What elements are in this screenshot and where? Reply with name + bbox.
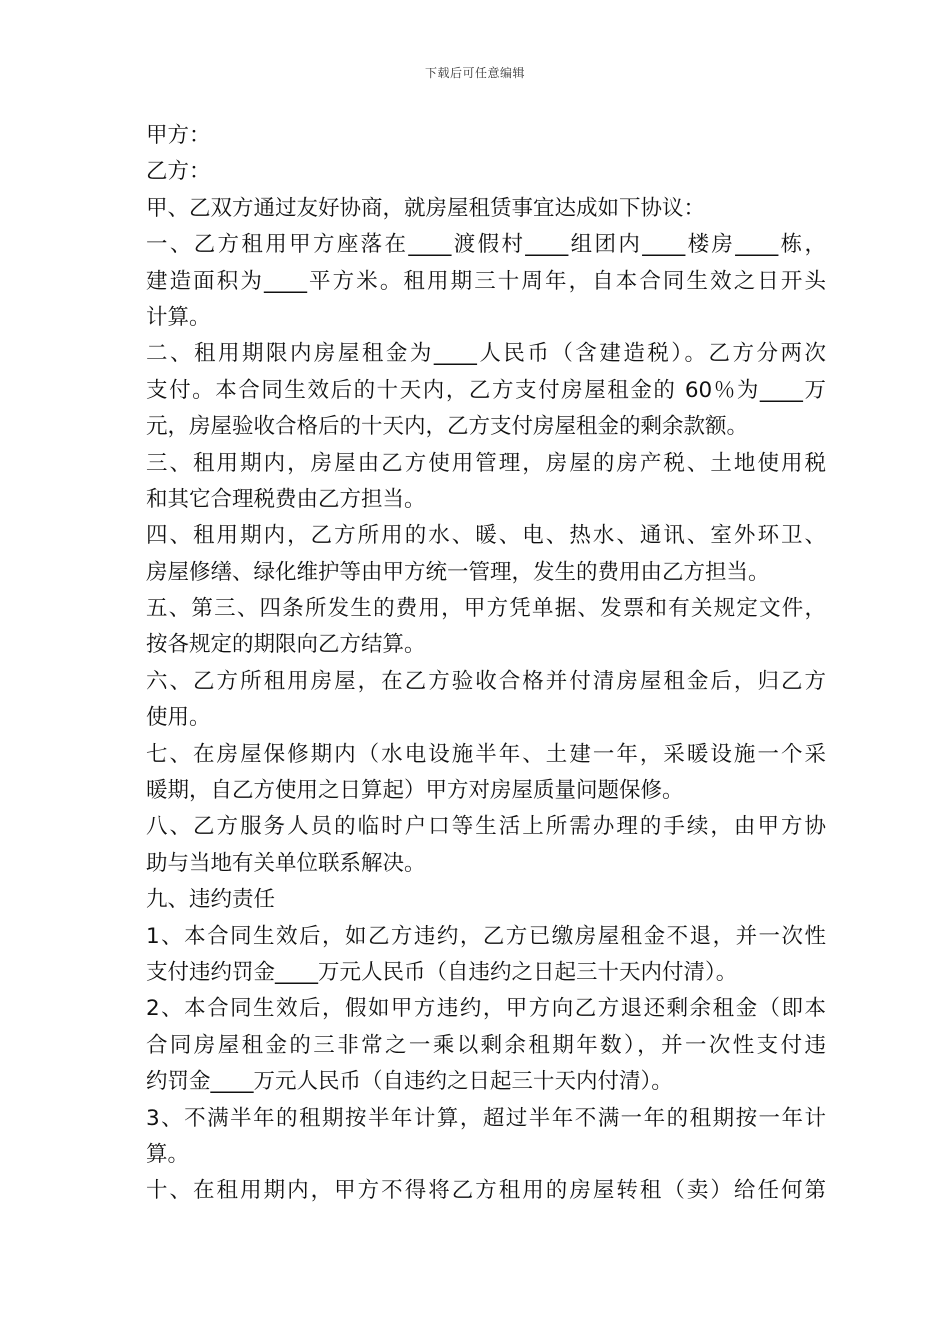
clause-9-2-line-3: 约罚金____万元人民币（自违约之日起三十天内付清）。 (146, 1069, 673, 1095)
clause-9-2-line-1: 2、本合同生效后，假如甲方违约，甲方向乙方退还剩余租金（即本 (146, 996, 826, 1022)
party-a-line: 甲方： (146, 123, 211, 148)
clause-5-line-2: 按各规定的期限向乙方结算。 (146, 632, 426, 658)
clause-2-line-3: 元，房屋验收合格后的十天内，乙方支付房屋租金的剩余款额。 (146, 414, 749, 440)
clause-9-3-line-2: 算。 (146, 1141, 190, 1167)
clause-8-line-2: 助与当地有关单位联系解决。 (146, 850, 426, 876)
clause-9-heading: 九、违约责任 (146, 887, 276, 913)
party-b-line: 乙方： (146, 159, 211, 185)
intro-line: 甲、乙双方通过友好协商，就房屋租赁事宜达成如下协议： (146, 195, 706, 221)
clause-7-line-2: 暖期，自乙方使用之日算起）甲方对房屋质量问题保修。 (146, 778, 684, 804)
clause-1-line-1: 一、乙方租用甲方座落在____渡假村____组团内____楼房____栋， (146, 232, 826, 258)
clause-5-line-1: 五、第三、四条所发生的费用，甲方凭单据、发票和有关规定文件， (146, 596, 826, 622)
clause-3-line-1: 三、租用期内，房屋由乙方使用管理，房屋的房产税、土地使用税 (146, 450, 826, 476)
clause-6-line-2: 使用。 (146, 705, 211, 731)
clause-9-3-line-1: 3、不满半年的租期按半年计算，超过半年不满一年的租期按一年计 (146, 1105, 826, 1131)
page-header-note: 下载后可任意编辑 (424, 66, 525, 80)
clause-6-line-1: 六、乙方所租用房屋，在乙方验收合格并付清房屋租金后，归乙方 (146, 668, 826, 694)
clause-1-line-3: 计算。 (146, 304, 211, 330)
clause-9-1-line-2: 支付违约罚金____万元人民币（自违约之日起三十天内付清）。 (146, 959, 738, 985)
clause-1-line-2: 建造面积为____平方米。租用期三十周年，自本合同生效之日开头 (146, 268, 826, 294)
clause-2-line-1: 二、租用期限内房屋租金为____人民币（含建造税）。乙方分两次 (146, 341, 826, 367)
clause-9-1-line-1: 1、本合同生效后，如乙方违约，乙方已缴房屋租金不退，并一次性 (146, 923, 826, 949)
clause-9-2-line-2: 合同房屋租金的三非常之一乘以剩余租期年数），并一次性支付违 (146, 1032, 826, 1058)
clause-8-line-1: 八、乙方服务人员的临时户口等生活上所需办理的手续，由甲方协 (146, 814, 826, 840)
clause-10-line-1: 十、在租用期内，甲方不得将乙方租用的房屋转租（卖）给任何第 (146, 1178, 826, 1204)
clause-4-line-1: 四、租用期内，乙方所用的水、暖、电、热水、通讯、室外环卫、 (146, 523, 826, 549)
clause-2-line-2: 支付。本合同生效后的十天内，乙方支付房屋租金的 60％为____万 (146, 377, 826, 403)
clause-7-line-1: 七、在房屋保修期内（水电设施半年、土建一年，采暖设施一个采 (146, 741, 826, 767)
clause-4-line-2: 房屋修缮、绿化维护等由甲方统一管理，发生的费用由乙方担当。 (146, 559, 770, 585)
clause-3-line-2: 和其它合理税费由乙方担当。 (146, 486, 426, 512)
contract-body (146, 118, 826, 1210)
